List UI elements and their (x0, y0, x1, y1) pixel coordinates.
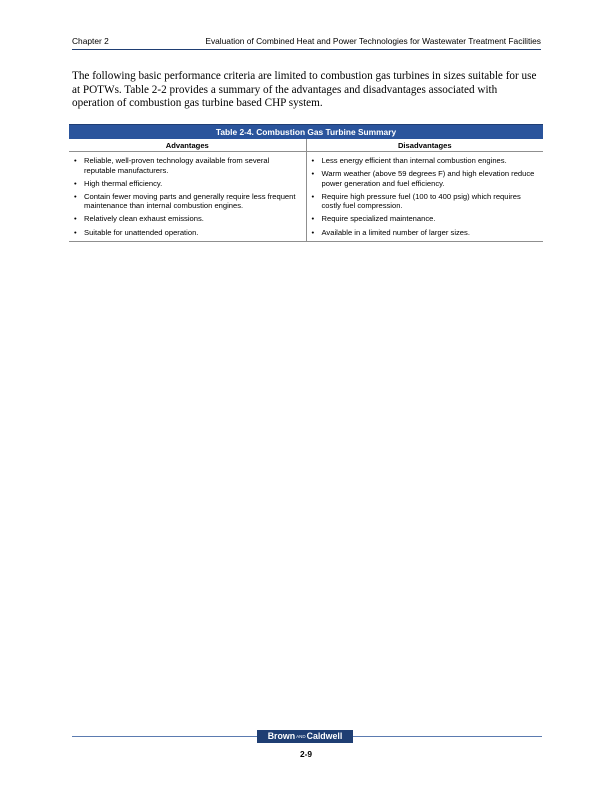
summary-table (69, 124, 543, 242)
table-title: Table 2-4. Combustion Gas Turbine Summary (69, 124, 543, 139)
table-row (69, 152, 543, 242)
disadvantages-header: Disadvantages (306, 139, 543, 152)
list-item: • Reliable, well-proven technology available from several reputable manufacturers. (73, 156, 302, 175)
advantages-cell (69, 152, 306, 242)
disadvantages-cell (306, 152, 543, 242)
list-item: • Less energy efficient than internal combustion engines. (311, 156, 540, 166)
document-title: Evaluation of Combined Heat and Power Technologies for Wastewater Treatment Facilities (205, 36, 541, 46)
list-item: • Warm weather (above 59 degrees F) and high elevation reduce power generation and fuel efficiency. (311, 169, 540, 188)
intro-paragraph: The following basic performance criteria are limited to combustion gas turbines in sizes suitable for use at POTWs. Table 2-2 provides a summary of the advantages and disadvantages associated with operation of combustion gas turbine based CHP system. (72, 70, 537, 110)
list-item: • Available in a limited number of larger sizes. (311, 228, 540, 238)
list-item: • Require specialized maintenance. (311, 214, 540, 224)
list-item: • Contain fewer moving parts and generally require less frequent maintenance than internal combustion engines. (73, 192, 302, 211)
logo-text-brown: Brown (267, 731, 296, 741)
table-header-row (69, 139, 543, 152)
advantages-list (73, 156, 302, 237)
chapter-label: Chapter 2 (72, 36, 109, 46)
advantages-header: Advantages (69, 139, 306, 152)
disadvantages-list (311, 156, 540, 237)
list-item: • Require high pressure fuel (100 to 400 psig) which requires costly fuel compression. (311, 192, 540, 211)
list-item: • Relatively clean exhaust emissions. (73, 214, 302, 224)
list-item: • Suitable for unattended operation. (73, 228, 302, 238)
summary-table-grid (69, 139, 543, 242)
brown-and-caldwell-logo (257, 730, 353, 743)
page-header (72, 36, 541, 50)
page-number: 2-9 (299, 749, 313, 759)
list-item: • High thermal efficiency. (73, 179, 302, 189)
logo-text-caldwell: Caldwell (306, 731, 343, 741)
logo-text-and: AND (296, 734, 306, 740)
